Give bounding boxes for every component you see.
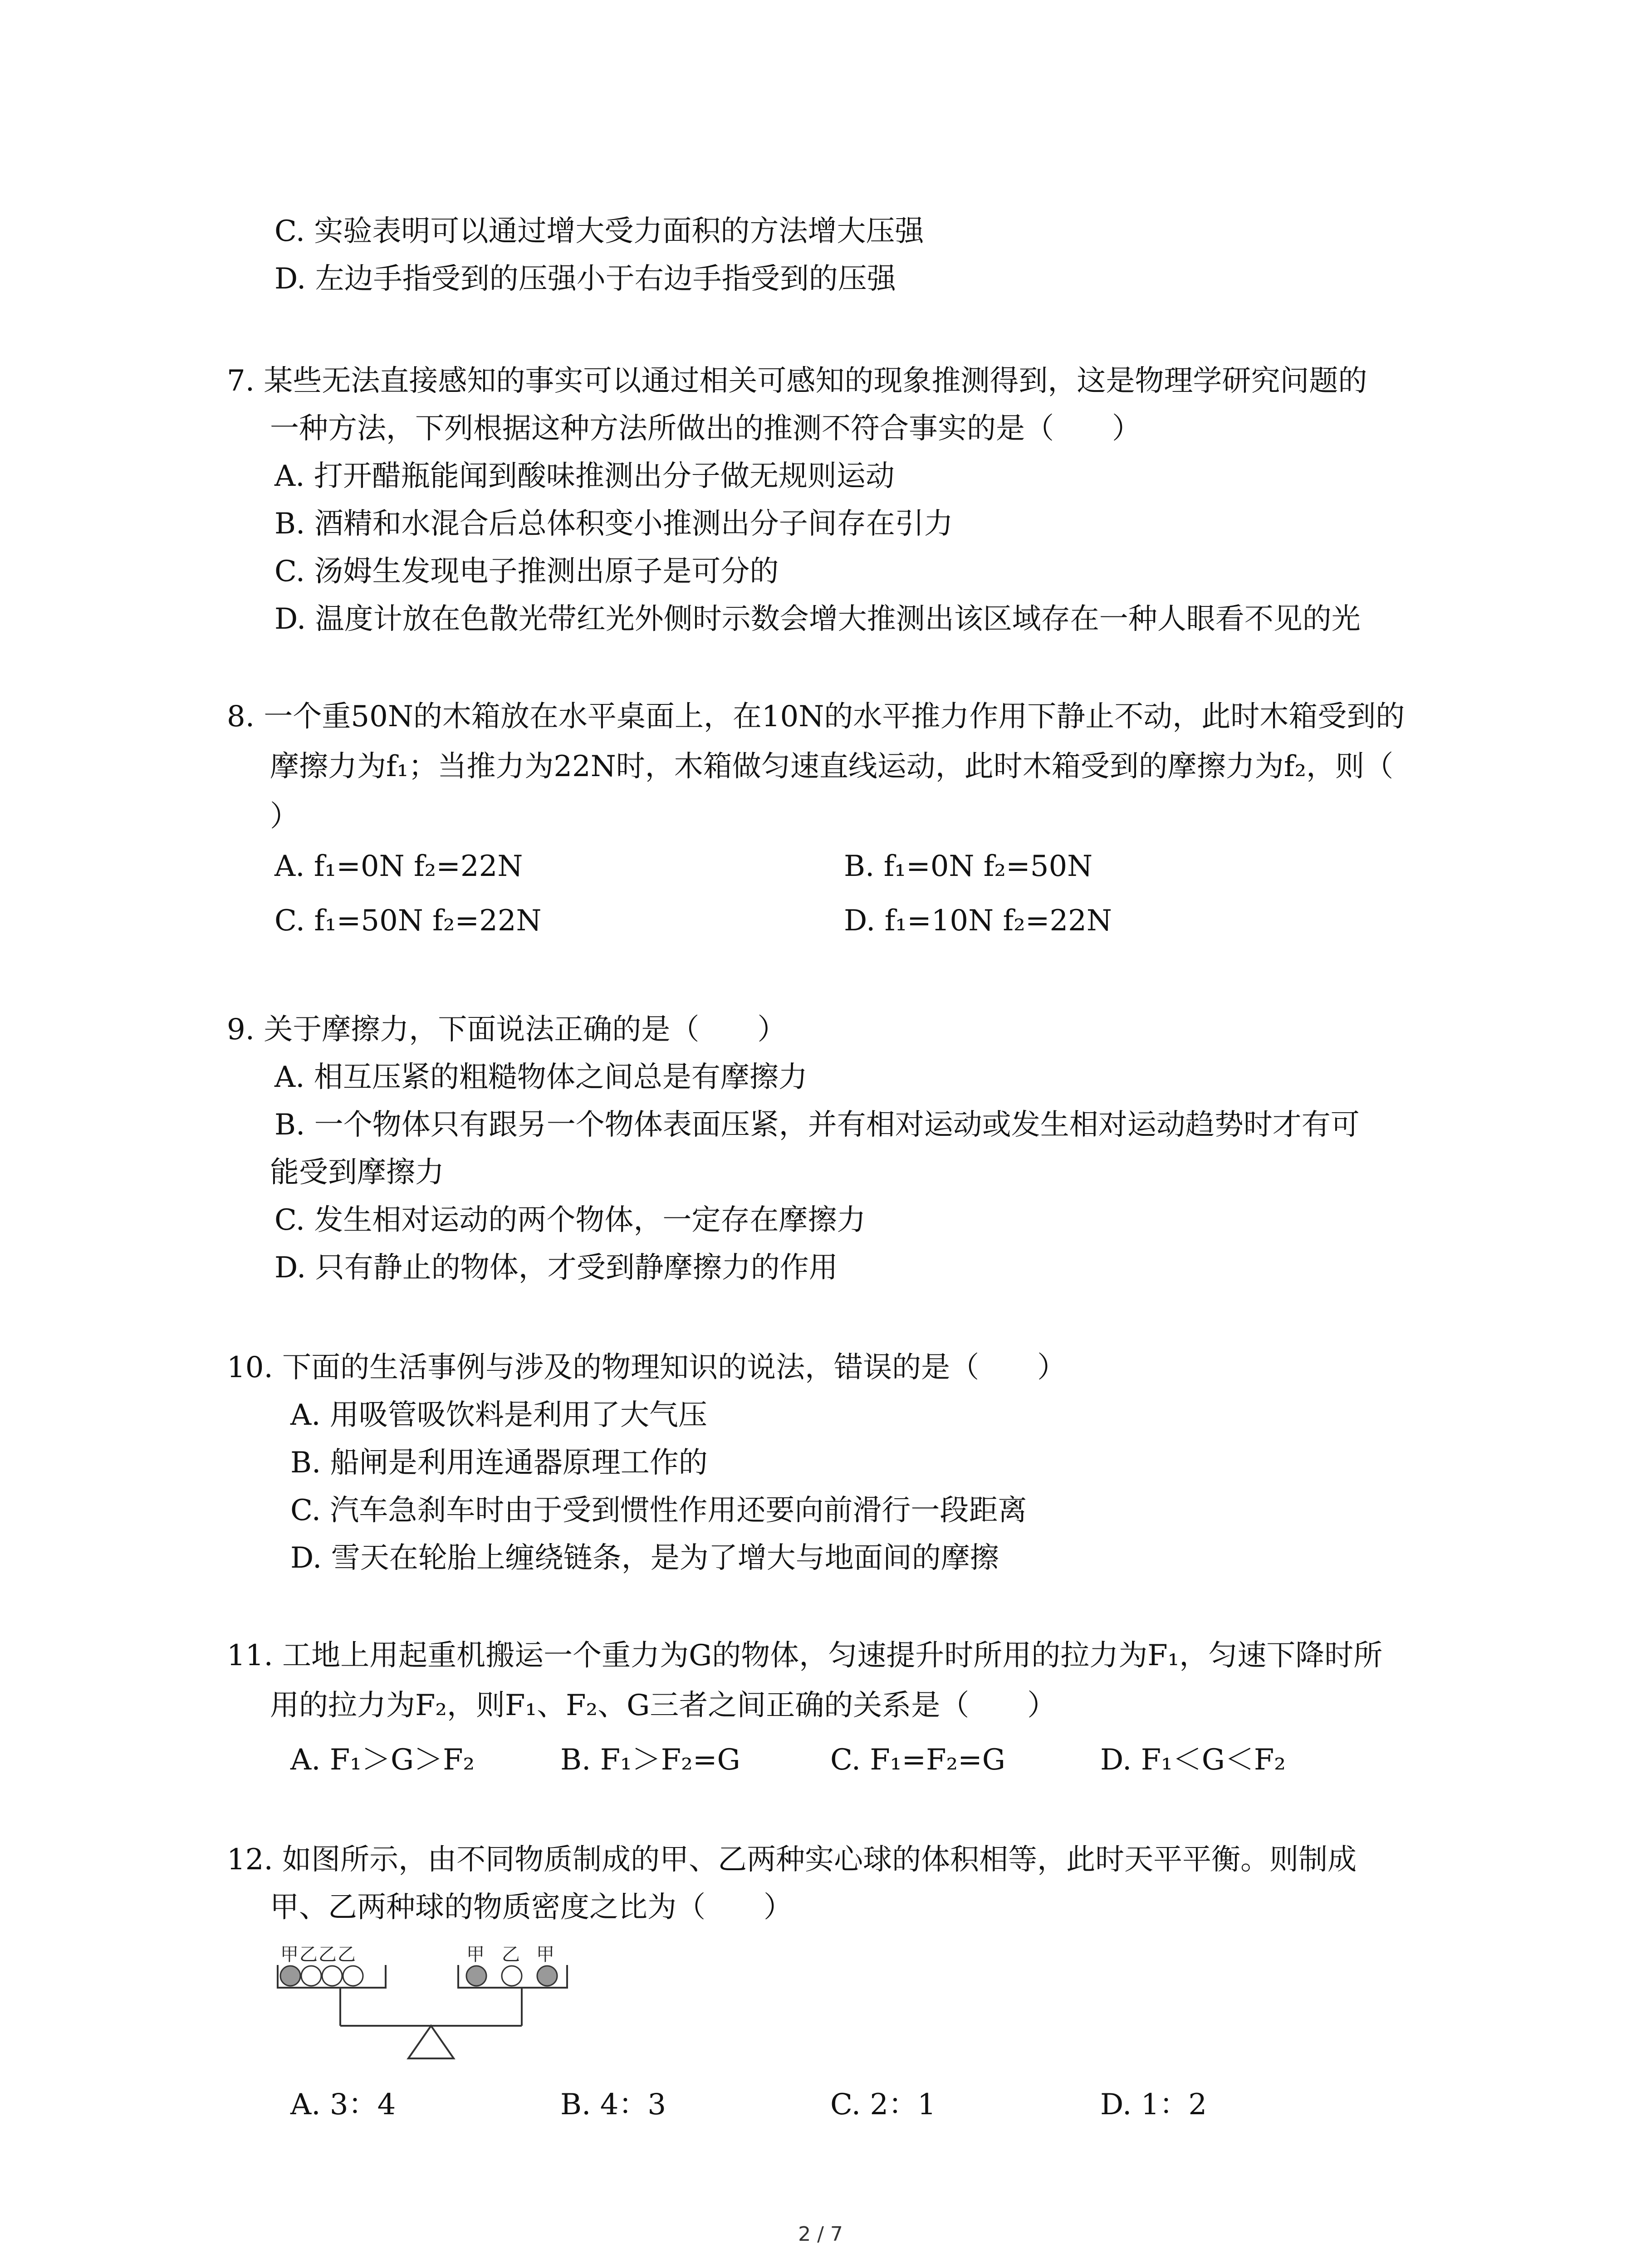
q8-stem-line2: 摩擦力为f₁；当推力为22N时，木箱做匀速直线运动，此时木箱受到的摩擦力为f₂，则（ — [270, 750, 1394, 783]
q7-option-d: D. 温度计放在色散光带红光外侧时示数会增大推测出该区域存在一种人眼看不见的光 — [274, 602, 1361, 636]
right-ball-yi — [502, 1966, 522, 1986]
left-ball-yi-1 — [301, 1966, 321, 1986]
left-ball-label-3: 乙 — [318, 1944, 337, 1965]
q10-option-a: A. 用吸管吸饮料是利用了大气压 — [290, 1398, 707, 1432]
left-ball-jia — [280, 1966, 300, 1986]
q9-option-d: D. 只有静止的物体，才受到静摩擦力的作用 — [274, 1251, 838, 1285]
right-ball-jia-1 — [466, 1966, 486, 1986]
q11-option-b: B. F₁＞F₂=G — [560, 1743, 740, 1777]
left-ball-yi-2 — [322, 1966, 342, 1986]
left-ball-yi-3 — [343, 1966, 363, 1986]
q8-option-c: C. f₁=50N f₂=22N — [274, 904, 542, 938]
q11-stem-line2: 用的拉力为F₂，则F₁、F₂、G三者之间正确的关系是（ ） — [270, 1689, 1057, 1722]
q7-option-b: B. 酒精和水混合后总体积变小推测出分子间存在引力 — [274, 507, 953, 541]
q12-option-a: A. 3：4 — [290, 2088, 396, 2121]
q11-option-c: C. F₁=F₂=G — [830, 1743, 1005, 1777]
q9-stem: 9. 关于摩擦力，下面说法正确的是（ ） — [227, 1013, 787, 1046]
q11-option-a: A. F₁＞G＞F₂ — [290, 1743, 475, 1777]
q9-option-b-line1: B. 一个物体只有跟另一个物体表面压紧，并有相对运动或发生相对运动趋势时才有可 — [274, 1108, 1360, 1142]
q8-stem-line1: 8. 一个重50N的木箱放在水平桌面上，在10N的水平推力作用下静止不动，此时木箱受到的 — [227, 700, 1405, 733]
q11-stem-line1: 11. 工地上用起重机搬运一个重力为G的物体，匀速提升时所用的拉力为F₁，匀速下降时所 — [227, 1639, 1383, 1672]
q9-option-b-line2: 能受到摩擦力 — [270, 1156, 444, 1189]
right-ball-label-2: 乙 — [502, 1944, 520, 1965]
q8-option-a: A. f₁=0N f₂=22N — [274, 850, 523, 883]
right-ball-label-1: 甲 — [466, 1944, 485, 1965]
left-ball-label-4: 乙 — [338, 1944, 356, 1965]
q10-stem: 10. 下面的生活事例与涉及的物理知识的说法，错误的是（ ） — [227, 1351, 1067, 1384]
q6-option-d: D. 左边手指受到的压强小于右边手指受到的压强 — [274, 262, 896, 296]
left-ball-label-1: 甲 — [280, 1944, 299, 1965]
q12-stem-line2: 甲、乙两种球的物质密度之比为（ ） — [270, 1891, 793, 1924]
q10-option-b: B. 船闸是利用连通器原理工作的 — [290, 1446, 708, 1480]
q12-option-c: C. 2：1 — [830, 2088, 936, 2121]
q7-option-c: C. 汤姆生发现电子推测出原子是可分的 — [274, 555, 779, 588]
left-ball-label-2: 乙 — [299, 1944, 318, 1965]
q7-option-a: A. 打开醋瓶能闻到酸味推测出分子做无规则运动 — [274, 459, 895, 493]
q9-option-a: A. 相互压紧的粗糙物体之间总是有摩擦力 — [274, 1061, 808, 1094]
q6-option-c: C. 实验表明可以通过增大受力面积的方法增大压强 — [274, 215, 924, 248]
page-number: 2 / 7 — [798, 2223, 843, 2246]
q11-option-d: D. F₁＜G＜F₂ — [1100, 1743, 1286, 1777]
q12-option-b: B. 4：3 — [560, 2088, 666, 2121]
q10-option-c: C. 汽车急刹车时由于受到惯性作用还要向前滑行一段距离 — [290, 1494, 1027, 1527]
q12-stem-line1: 12. 如图所示，由不同物质制成的甲、乙两种实心球的体积相等，此时天平平衡。则制成 — [227, 1843, 1357, 1877]
q7-stem-line1: 7. 某些无法直接感知的事实可以通过相关可感知的现象推测得到，这是物理学研究问题的 — [227, 364, 1367, 398]
right-ball-jia-2 — [537, 1966, 557, 1986]
q7-stem-line2: 一种方法，下列根据这种方法所做出的推测不符合事实的是（ ） — [270, 412, 1141, 445]
q12-option-d: D. 1：2 — [1100, 2088, 1207, 2121]
right-ball-label-3: 甲 — [536, 1944, 554, 1965]
fulcrum — [408, 2026, 454, 2058]
q8-option-b: B. f₁=0N f₂=50N — [844, 850, 1093, 883]
q10-option-d: D. 雪天在轮胎上缠绕链条，是为了增大与地面间的摩擦 — [290, 1541, 999, 1575]
q9-option-c: C. 发生相对运动的两个物体，一定存在摩擦力 — [274, 1203, 866, 1237]
q8-option-d: D. f₁=10N f₂=22N — [844, 904, 1112, 938]
q8-stem-line3: ） — [270, 800, 299, 833]
balance-figure — [277, 1937, 585, 2073]
